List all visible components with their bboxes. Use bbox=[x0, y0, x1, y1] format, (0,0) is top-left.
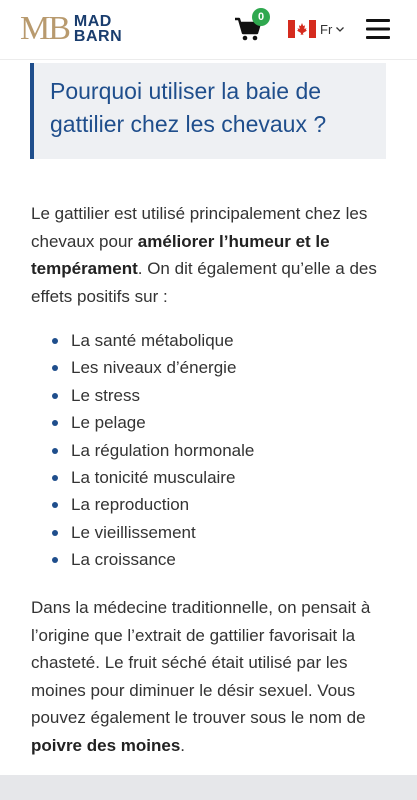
language-selector[interactable] bbox=[288, 19, 345, 39]
list-item-text: Le pelage bbox=[71, 413, 146, 433]
tradition-text-end: . bbox=[180, 735, 186, 755]
intro-bold-text: améliorer l’humeur et le tempérament bbox=[31, 231, 330, 278]
list-item-text: Le vieillissement bbox=[71, 522, 196, 542]
bullet-dot bbox=[52, 393, 58, 399]
list-item-text: La santé métabolique bbox=[71, 331, 234, 350]
list-item-text: Les niveaux d’énergie bbox=[71, 358, 237, 378]
mad-barn-logo[interactable] bbox=[20, 11, 122, 47]
list-item bbox=[49, 519, 254, 546]
intro-text: Le gattilier est utilisé principalement chez les chevaux pour bbox=[31, 204, 368, 251]
list-item bbox=[49, 409, 254, 436]
bullet-dot bbox=[52, 448, 58, 454]
list-item-text: La croissance bbox=[71, 550, 176, 570]
list-item bbox=[49, 437, 254, 464]
list-item-text: La reproduction bbox=[71, 495, 190, 515]
logo-wordmark bbox=[74, 14, 122, 44]
list-item bbox=[49, 382, 254, 409]
list-item bbox=[49, 464, 254, 491]
list-item-text: La tonicité musculaire bbox=[71, 468, 236, 488]
list-item bbox=[49, 546, 254, 573]
canada-flag-icon bbox=[288, 20, 316, 38]
section-heading: Pourquoi utiliser la baie de gattilier chez les chevaux ? bbox=[50, 78, 327, 137]
list-item bbox=[49, 327, 254, 354]
tradition-text: Dans la médecine traditionnelle, on pensait à l’origine que l’extrait de gattilier favorisait la chasteté. Le fruit séché était utilisé par les moines pour diminuer le désir sexuel. Vous pouvez également le trouver sous le nom de bbox=[31, 598, 371, 727]
intro-paragraph bbox=[31, 200, 381, 310]
language-code: Fr bbox=[320, 21, 333, 37]
logo-monogram: MB bbox=[20, 10, 69, 47]
bottom-section-edge bbox=[0, 775, 417, 800]
tradition-paragraph bbox=[31, 594, 381, 759]
bullet-dot bbox=[52, 365, 58, 371]
cart-count-badge: 0 bbox=[252, 8, 270, 26]
tradition-bold-text: poivre des moines bbox=[31, 735, 181, 755]
bullet-dot bbox=[52, 420, 58, 426]
list-item bbox=[49, 491, 254, 518]
logo-word-barn: BARN bbox=[73, 28, 123, 45]
section-heading-box bbox=[30, 63, 386, 159]
bullet-dot bbox=[52, 530, 58, 536]
chevron-down-icon bbox=[335, 24, 345, 34]
logo-word-mad: MAD bbox=[73, 13, 112, 30]
hamburger-menu-icon[interactable] bbox=[365, 16, 391, 42]
list-item-text: La régulation hormonale bbox=[71, 440, 255, 460]
bullet-dot bbox=[52, 475, 58, 481]
benefits-list bbox=[49, 327, 254, 574]
bullet-dot bbox=[52, 338, 58, 344]
site-header bbox=[0, 0, 417, 60]
bullet-dot bbox=[52, 502, 58, 508]
intro-text-end: . On dit également qu’elle a des effets positifs sur : bbox=[31, 259, 377, 306]
bullet-dot bbox=[52, 557, 58, 563]
list-item-text: Le stress bbox=[71, 385, 140, 405]
list-item bbox=[49, 354, 254, 381]
